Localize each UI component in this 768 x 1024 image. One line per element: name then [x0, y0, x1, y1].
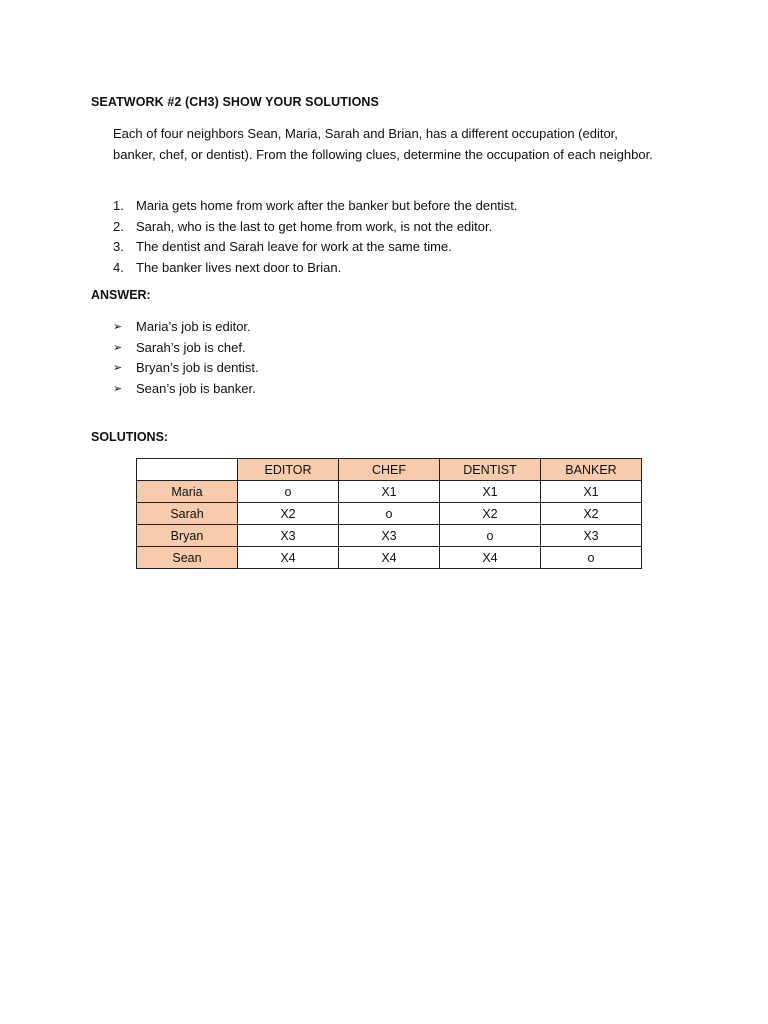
- solutions-heading: SOLUTIONS:: [91, 430, 169, 444]
- list-item: [113, 217, 518, 238]
- clue-text: Maria gets home from work after the banker but before the dentist.: [136, 198, 518, 213]
- solution-table: [136, 458, 642, 569]
- answer-text: Maria’s job is editor.: [136, 319, 251, 334]
- clue-number: 1.: [113, 198, 124, 213]
- clue-text: The banker lives next door to Brian.: [136, 259, 342, 275]
- table-header-row: [137, 459, 642, 481]
- page-title: SEATWORK #2 (CH3) SHOW YOUR SOLUTIONS: [91, 95, 379, 109]
- table-cell: X3: [541, 525, 642, 547]
- table-row: [137, 503, 642, 525]
- list-item: [113, 237, 518, 258]
- column-header: DENTIST: [440, 459, 541, 481]
- arrow-bullet-icon: ➢: [113, 341, 123, 354]
- clue-text: Sarah, who is the last to get home from work, is not the editor.: [136, 218, 493, 234]
- table-row: [137, 547, 642, 569]
- table-cell: X2: [440, 503, 541, 525]
- answer-heading: ANSWER:: [91, 288, 151, 302]
- row-header: Maria: [137, 481, 238, 503]
- table-cell: X4: [339, 547, 440, 569]
- row-header: Sean: [137, 547, 238, 569]
- list-item: [113, 317, 259, 338]
- answer-text: Sarah’s job is chef.: [136, 339, 246, 355]
- clue-text: The dentist and Sarah leave for work at the same time.: [136, 239, 452, 254]
- table-cell: X1: [339, 481, 440, 503]
- table-cell: X4: [440, 547, 541, 569]
- table-cell: X1: [541, 481, 642, 503]
- column-header: CHEF: [339, 459, 440, 481]
- table-cell: o: [238, 481, 339, 503]
- table-cell: X3: [339, 525, 440, 547]
- clue-list: [113, 196, 518, 278]
- table-cell: X1: [440, 481, 541, 503]
- table-cell: o: [339, 503, 440, 525]
- table-cell: X3: [238, 525, 339, 547]
- arrow-bullet-icon: ➢: [113, 321, 123, 333]
- list-item: [113, 358, 259, 379]
- table-cell: X2: [238, 503, 339, 525]
- answer-text: Sean’s job is banker.: [136, 380, 256, 396]
- list-item: [113, 258, 518, 279]
- list-item: [113, 338, 259, 359]
- clue-number: 2.: [113, 218, 124, 234]
- answer-text: Bryan’s job is dentist.: [136, 360, 259, 375]
- arrow-bullet-icon: ➢: [113, 362, 123, 374]
- table-corner-cell: [137, 459, 238, 481]
- table-cell: o: [440, 525, 541, 547]
- table-cell: X4: [238, 547, 339, 569]
- table-cell: X2: [541, 503, 642, 525]
- clue-number: 3.: [113, 239, 124, 254]
- list-item: [113, 379, 259, 400]
- column-header: BANKER: [541, 459, 642, 481]
- answer-list: [113, 317, 259, 399]
- row-header: Bryan: [137, 525, 238, 547]
- arrow-bullet-icon: ➢: [113, 382, 123, 395]
- clue-number: 4.: [113, 259, 124, 275]
- table-cell: o: [541, 547, 642, 569]
- table-row: [137, 525, 642, 547]
- list-item: [113, 196, 518, 217]
- row-header: Sarah: [137, 503, 238, 525]
- intro-paragraph: Each of four neighbors Sean, Maria, Sarah and Brian, has a different occupation (editor, banker, chef, or dentist). From the following clues, determine the occupation of each neighbor.: [113, 126, 653, 162]
- column-header: EDITOR: [238, 459, 339, 481]
- table-row: [137, 481, 642, 503]
